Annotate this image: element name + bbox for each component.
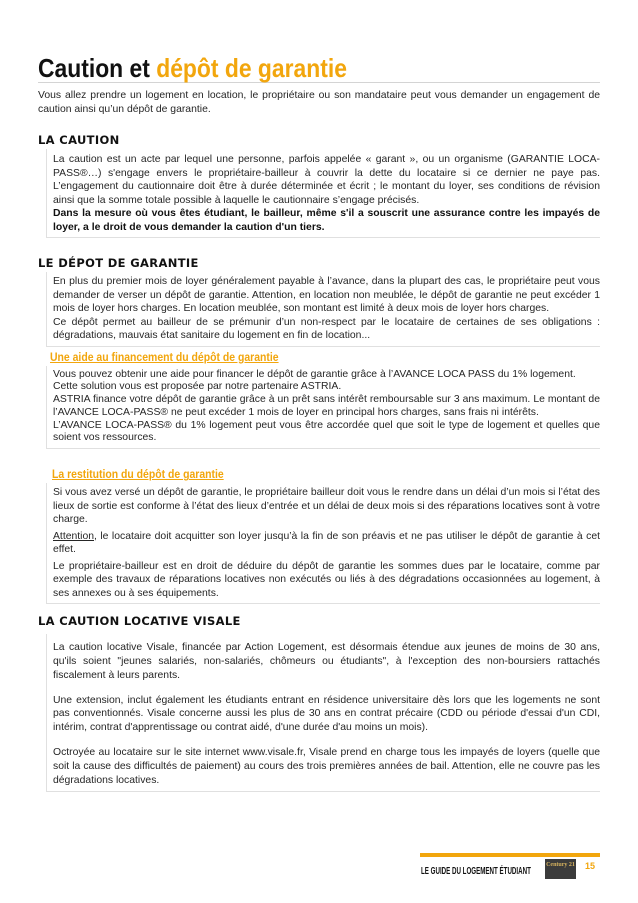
subheading-restitution-text: La restitution du dépôt de garantie: [52, 467, 224, 482]
aide-paragraph-3: ASTRIA finance votre dépôt de garantie grâce à un prêt sans intérêt remboursable sur 3 ans maximum. Le montant de l’AVANCE LOCA-PASS® ne peut excéder 1 mois de loyer en principal hors charges, sans frais ni intérêts.: [53, 394, 600, 418]
page-title: [38, 54, 600, 83]
section-heading-caution: LA CAUTION: [38, 133, 120, 147]
aide-paragraph-1: Vous pouvez obtenir une aide pour financer le dépôt de garantie grâce à l’AVANCE LOCA PASS du 1% logement.: [53, 368, 576, 380]
visale-paragraph-2: Une extension, inclut également les étudiants entrant en résidence universitaire dès lors que les logements ne sont pas conventionnés. Visale concerne aussi les plus de 30 ans en contrat précaire (CDD ou période d'essai d'un CDI, intérim, contrat d'apprentissage ou contrat aidé, d'une durée d'au moins un mois).: [53, 694, 600, 734]
caution-paragraph: La caution est un acte par lequel une personne, parfois appelée « garant », ou un organisme (GARANTIE LOCA-PASS®…) s'engage envers le propriétaire-bailleur à couvrir la dette du locataire si ce dernier ne paye pas. L’engagement du cautionnaire doit être à durée déterminée et écrit ; le montant du loyer, ses conditions de révision ainsi que la somme totale possible à laquelle le cautionnaire s’engage précisés.: [53, 154, 600, 206]
caution-bold-note: Dans la mesure où vous êtes étudiant, le bailleur, même s'il a souscrit une assurance contre les impayés de loyer, a le droit de vous demander la caution d'un tiers.: [53, 208, 600, 233]
subheading-restitution: [52, 467, 600, 481]
restitution-paragraph-3: Le propriétaire-bailleur est en droit de déduire du dépôt de garantie les sommes dues par le locataire, comme par exemple des travaux de réparations locatives non exécutés ou liés à des dégradations occasionnées au logement, à ses annexes ou à ses équipements.: [53, 560, 600, 599]
visale-text-box: [46, 634, 600, 792]
century21-logo: [545, 859, 576, 879]
depot-paragraph-2: Ce dépôt permet au bailleur de se prémunir d’un non-respect par le locataire de certaines de ses obligations : dégradations, mauvais état sanitaire du logement en fin de location...: [53, 316, 600, 341]
caution-text-box: [46, 149, 600, 238]
visale-paragraph-3: Octroyée au locataire sur le site internet www.visale.fr, Visale prend en charge tous les impayés de loyers (quelle que soit la cause des difficultés de paiement) au cours des trois premières années de bail. Attention, elle ne couvre pas les dégradations locatives.: [53, 747, 600, 786]
intro-paragraph: Vous allez prendre un logement en location, le propriétaire ou son mandataire peut vous demander un engagement de caution ainsi qu’un dépôt de garantie.: [38, 90, 600, 115]
page-title-text: [38, 54, 347, 82]
title-part-black: Caution et: [38, 53, 150, 83]
subheading-aide-financement: [50, 350, 600, 364]
aide-paragraph-2: Cette solution vous est proposée par notre partenaire ASTRIA.: [53, 381, 342, 393]
aide-text-box: [46, 366, 600, 450]
restitution-paragraph-2: [53, 530, 600, 557]
subheading-aide-text: Une aide au financement du dépôt de garantie: [50, 349, 279, 364]
footer-accent-bar: [420, 853, 600, 857]
attention-label: Attention: [53, 530, 95, 542]
page-content: [38, 0, 600, 792]
logo-text: Century 21: [546, 862, 575, 868]
depot-paragraph-1: En plus du premier mois de loyer généralement payable à l’avance, dans la plupart des cas, le propriétaire peut vous demander de verser un dépôt de garantie. Attention, en location non meublée, le dépôt de garantie ne peut excéder 1 mois de loyer hors charges. En location meublée, son montant est limité à deux mois de loyer hors charges.: [53, 276, 600, 314]
restitution-paragraph-1: Si vous avez versé un dépôt de garantie, le propriétaire bailleur doit vous le rendre dans un délai d’un mois si l’état des lieux de sortie est conforme à l’état des lieux d’entrée et un délai de deux mois si des réparations locatives sont à votre charge.: [53, 487, 600, 526]
page-number: 15: [585, 861, 596, 871]
aide-paragraph-4: L’AVANCE LOCA-PASS® du 1% logement peut vous être accordée quel que soit le type de logement et quelles que soient vos ressources.: [53, 419, 600, 444]
section-heading-visale: LA CAUTION LOCATIVE VISALE: [38, 614, 241, 629]
footer-guide-title-text: LE GUIDE DU LOGEMENT ÉTUDIANT: [421, 866, 531, 877]
restitution-text-box: [46, 483, 600, 604]
attention-text: , le locataire doit acquitter son loyer jusqu’à la fin de son préavis et ne pas utiliser le dépôt de garantie à cet effet.: [53, 530, 600, 556]
visale-paragraph-1: La caution locative Visale, financée par Action Logement, est désormais étendue aux jeunes de moins de 30 ans, qu'ils soient "jeunes salariés, non-salariés, chômeurs ou étudiants", à l'exception des non-boursiers rattachés fiscalement à leurs parents.: [53, 642, 600, 681]
section-heading-depot: LE DÉPOT DE GARANTIE: [38, 256, 199, 270]
title-part-accent: dépôt de garantie: [156, 53, 347, 83]
depot-text-box: [46, 272, 600, 347]
